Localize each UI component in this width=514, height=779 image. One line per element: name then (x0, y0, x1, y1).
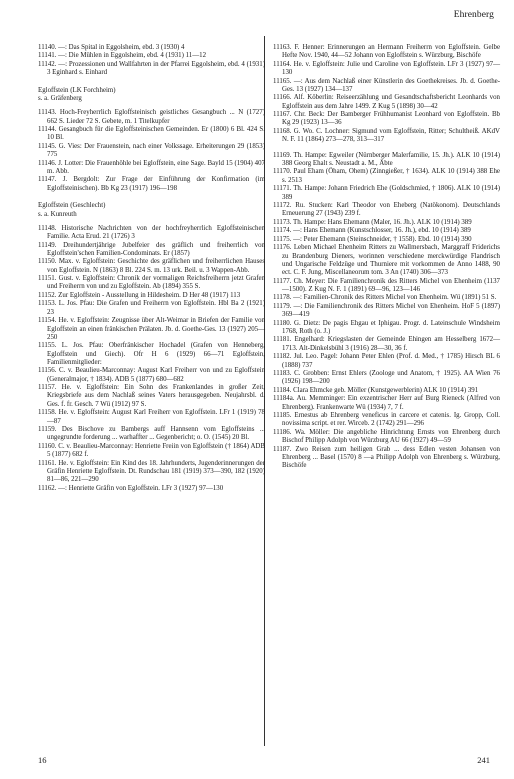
bibliography-entry: 11147. J. Bergdolt: Zur Frage der Einführung der Konfirmation (im Egloffsteinischen). Bb Kg 23 (1917) 196—198 (38, 176, 265, 192)
bibliography-entry: 11141. —: Die Mühlen in Eggolsheim, ebd. 4 (1931) 11—12 (38, 52, 207, 60)
bibliography-entry: 11149. Dreihundertjährige Jubelfeier des gräflich und freiherrlich von Egloffstein'schen Familien-Condominats. Er (1857) (38, 241, 265, 257)
right-column (273, 44, 500, 471)
bibliography-entry: 11155. L. Jos. Pfau: Oberfränkischer Hochadel (Grafen von Henneberg, Egloffstein und Giech). Ofr H 6 (1929) 66—71 Egloffstein, Familienmitglieder: (38, 342, 265, 366)
bibliography-entry: 11154. He. v. Egloffstein: Zeugnisse über Alt-Weimar in Briefen der Familie von Egloffstein an einen fränkischen Prälaten. Jb. d. Goethe-Ges. 13 (1927) 205—250 (38, 317, 265, 341)
bibliography-entry: 11186. Wa. Möller: Die angebliche Hinrichtung Ernsts von Ehrenberg durch Bischof Philipp Adolph von Würzburg AU 66 (1927) 49—59 (273, 428, 500, 445)
bibliography-entry: 11160. C. v. Beaulieu-Marconnay: Henriette Freiin von Egloffstein († 1864) ADB 5 (1877) 682 f. (38, 442, 265, 459)
bibliography-entry: 11156. C. v. Beaulieu-Marconnay: August Karl Freiherr von und zu Egloffstein (Generalmajor, † 1834). ADB 5 (1877) 680—682 (38, 367, 265, 383)
bibliography-entry: 11165. —: Aus dem Nachlaß einer Künstlerin des Goethekreises. Jb. d. Goethe-Ges. 13 (1927) 134—137 (273, 77, 500, 93)
bibliography-entry: 11152. Zur Egloffstein - Ausstellung in Hildesheim. D Her 48 (1917) 113 (38, 291, 241, 299)
section-heading: Egloffstein (Geschlecht) (38, 202, 106, 210)
bibliography-entry: 11163. F. Henner: Erinnerungen an Hermann Freiherrn von Egloffstein. Gelbe Hefte Nov. 1940, 44—52 Johann von Egloffstein s. Würzburg, Bischöfe (273, 44, 500, 60)
section-break (273, 145, 500, 152)
bibliography-entry: 11158. He. v. Egloffstein: August Karl Freiherr von Egloffstein. LFr 1 (1919) 78—87 (38, 409, 265, 425)
page-number-left: 16 (38, 755, 47, 765)
bibliography-entry: 11145. G. Vies: Der Frauenstein, nach einer Volkssage. Erheiterungen 29 (1853) 775 (38, 142, 265, 159)
page-header: Ehrenberg (453, 10, 494, 20)
bibliography-entry: 11161. He. v. Egloffstein: Ein Kind des 18. Jahrhunderts, Jugenderinnerungen der Gräfin Henriette Egloffstein. Dt. Rundschau 181 (1919) 373—390, 182 (1920) 81—86, 221—290 (38, 459, 265, 484)
bibliography-entry: 11166. Alf. Köberlin: Reiseerzählung und Gesandtschaftsbericht Leonhards von Egloffstein aus dem Jahre 1499. Z Kug 5 (1898) 30—42 (273, 94, 500, 110)
bibliography-entry: 11148. Historische Nachrichten von der hochfreyherrlich Egloffsteinischen Familie. Acta Erud. 21 (1726) 3 (38, 224, 265, 241)
bibliography-entry: 11174. —: Hans Ehemann (Kunstschlosser, 16. Jh.), ebd. 10 (1914) 389 (273, 227, 471, 235)
bibliography-entry: 11153. L. Jos. Pfau: Die Grafen und Freiherrn von Egloffstein. Hbl Ba 2 (1921) 23 (38, 300, 265, 316)
bibliography-entry: 11140. —: Das Spital in Eggolsheim, ebd. 3 (1930) 4 (38, 44, 185, 51)
bibliography-entry: 11162. —: Henriette Gräfin von Egloffstein. LFr 3 (1927) 97—130 (38, 484, 224, 492)
bibliography-entry: 11169. Th. Hampe: Egweiler (Nürnberger Malerfamilie, 15. Jh.). ALK 10 (1914) 388 Georg Ehalt s. Neustadt a. M., Äbte (273, 151, 500, 167)
bibliography-entry: 11185. Ernestus ab Ehrenberg veneficus in carcere et catenis. Ig. Gropp, Coll. novissima script. et rer. Wirceb. 2 (1742) 291—296 (273, 412, 500, 428)
left-column (38, 44, 265, 493)
bibliography-entry: 11146. J. Lotter: Die Frauenhöhle bei Egloffstein, eine Sage. Bayld 15 (1904) 407 m. Abb. (38, 159, 265, 175)
bibliography-entry: 11182. Jul. Leo. Pagel: Johann Peter Ehlen (Prof. d. Med., † 1785) Hirsch BL 6 (1888) 737 (273, 353, 500, 369)
bibliography-entry: 11179. —: Die Familienchronik des Ritters Michel von Ehenheim. HoF 5 (1897) 369—419 (273, 302, 500, 319)
bibliography-entry: 11176. Leben Michael Ehenheim Ritters zu Wallmersbach, Marggraff Friderichs zu Brandenburg Dieners, worinnen verschiedene merckwürdige Flandrisch und Ungarische Feldzüge und Thurniere mit vorkommen de Anno 1488, 90 ect. C. F. Jung, Miscellaneorum tom. 3 An (1740) 306—373 (273, 244, 500, 277)
bibliography-entry: 11164. He. v. Egloffstein: Julie und Caroline von Egloffstein. LFr 3 (1927) 97—130 (273, 60, 500, 77)
bibliography-entry: 11171. Th. Hampe: Johann Friedrich Ehe (Goldschmied, † 1806). ALK 10 (1914) 389 (273, 185, 500, 201)
bibliography-entry: 11178. —: Familien-Chronik des Ritters Michel von Ehenheim. Wü (1891) 51 S. (273, 294, 497, 302)
bibliography-entry: 11177. Ch. Meyer: Die Familienchronik des Ritters Michel von Ehenheim (1137—1500). Z Kug N. F. 1 (1891) 69—96, 123—146 (273, 277, 500, 293)
bibliography-entry: 11173. Th. Hampe: Hans Ehemann (Maler, 16. Jh.). ALK 10 (1914) 389 (273, 218, 472, 226)
page-number-right: 241 (477, 755, 490, 765)
bibliography-entry: 11187. Zwo Reisen zum heiligen Grab ... dess Edlen vesten Johansen von Ehrenberg ... Basel (1570) 8 —a Philipp Adolph von Ehrenberg s. Würzburg, Bischöfe (273, 445, 500, 470)
section-heading: Egloffstein (LK Forchheim) (38, 86, 116, 94)
bibliography-entry: 11150. Max. v. Egloffstein: Geschichte des gräflichen und freiherrlichen Hauses von Egloffstein. N (1863) 8 Bl. 224 S. m. 13 urk. Beil. u. 3 Wappen-Abb. (38, 258, 265, 274)
bibliography-entry: 11184a. Au. Memminger: Ein exzentrischer Herr auf Burg Rieneck (Alfred von Ehrenberg). Frankenwarte Wü (1934) 7, 7 f. (273, 395, 500, 411)
bibliography-entry: 11181. Engelhard: Kriegslasten der Gemeinde Ehingen am Hesselberg 1672—1713. Alt-Dinkelsbühl 3 (1916) 28—30, 36 f. (273, 336, 500, 352)
bibliography-entry: 11151. Gust. v. Egloffstein: Chronik der vormaligen Reichsfreiherrn jetzt Grafen und Freiherrn von und zu Egloffstein. Ab (1894) 355 S. (38, 275, 265, 291)
bibliography-entry: 11159. Des Bischove zu Bambergs auff Hannsenn vom Egloffsteins ... ungegrundte forderung ... warhaffter ... Gegenbericht; o. O. (1545) 20 Bl. (38, 426, 265, 442)
bibliography-entry: 11170. Paul Eham (Öham, Ohem) (Zinngießer, † 1634). ALK 10 (1914) 388 Ehe s. 2513 (273, 168, 500, 184)
section-cross-reference: s. a. Kunreuth (38, 210, 77, 218)
bibliography-entry: 11143. Hoch-Freyherrlich Egloffsteinisch geistliches Gesangbuch ... N (1727) 662 S. Lieder 72 S. Gebete, m. 1 Titelkupfer (38, 109, 265, 125)
bibliography-entry: 11172. Ru. Stucken: Karl Theodor von Eheberg (Natökonom). Deutschlands Erneuerung 27 (1943) 239 f. (273, 202, 500, 218)
bibliography-entry: 11183. C. Grobben: Ernst Ehlers (Zoologe und Anatom, † 1925). AA Wien 76 (1926) 198—200 (273, 370, 500, 386)
bibliography-entry: 11180. G. Dietz: De pagis Ehgau et Iphigau. Progr. d. Lateinschule Windsheim 1768, Roth (o. J.) (273, 319, 500, 335)
bibliography-entry: 11142. —: Prozessionen und Wallfahrten in der Pfarrei Eggolsheim, ebd. 4 (1931) 3 Eginhard s. Einhard (38, 60, 265, 77)
bibliography-entry: 11168. G. Wo. C. Lochner: Sigmund vom Egloffstein, Ritter; Schultheiß. AKdV N. F. 11 (1864) 273—278, 313—317 (273, 127, 500, 144)
bibliography-entry: 11184. Clara Ehmcke geb. Möller (Kunstgewerblerin) ALK 10 (1914) 391 (273, 386, 479, 394)
bibliography-entry: 11167. Chr. Beck: Der Bamberger Frühhumanist Leonhard von Egloffstein. Bb Kg 29 (1923) 13—36 (273, 111, 500, 127)
bibliography-entry: 11144. Gesangbuch für die Egloffsteinischen Gemeinden. Er (1800) 6 Bl. 424 S. 10 Bl. (38, 126, 265, 142)
section-cross-reference: s. a. Gräfenberg (38, 95, 82, 103)
bibliography-entry: 11175. —: Peter Ehemann (Steinschneider, † 1558). Ebd. 10 (1914) 390 (273, 235, 472, 243)
bibliography-entry: 11157. He. v. Egloffstein: Ein Sohn des Frankenlandes in großer Zeit, Kriegsbriefe aus dem Nachlaß seines Vaters herausgegeben. Neujahrsbl. d. Ges. f. fr. Gesch. 7 Wü (1912) 97 S. (38, 384, 265, 408)
